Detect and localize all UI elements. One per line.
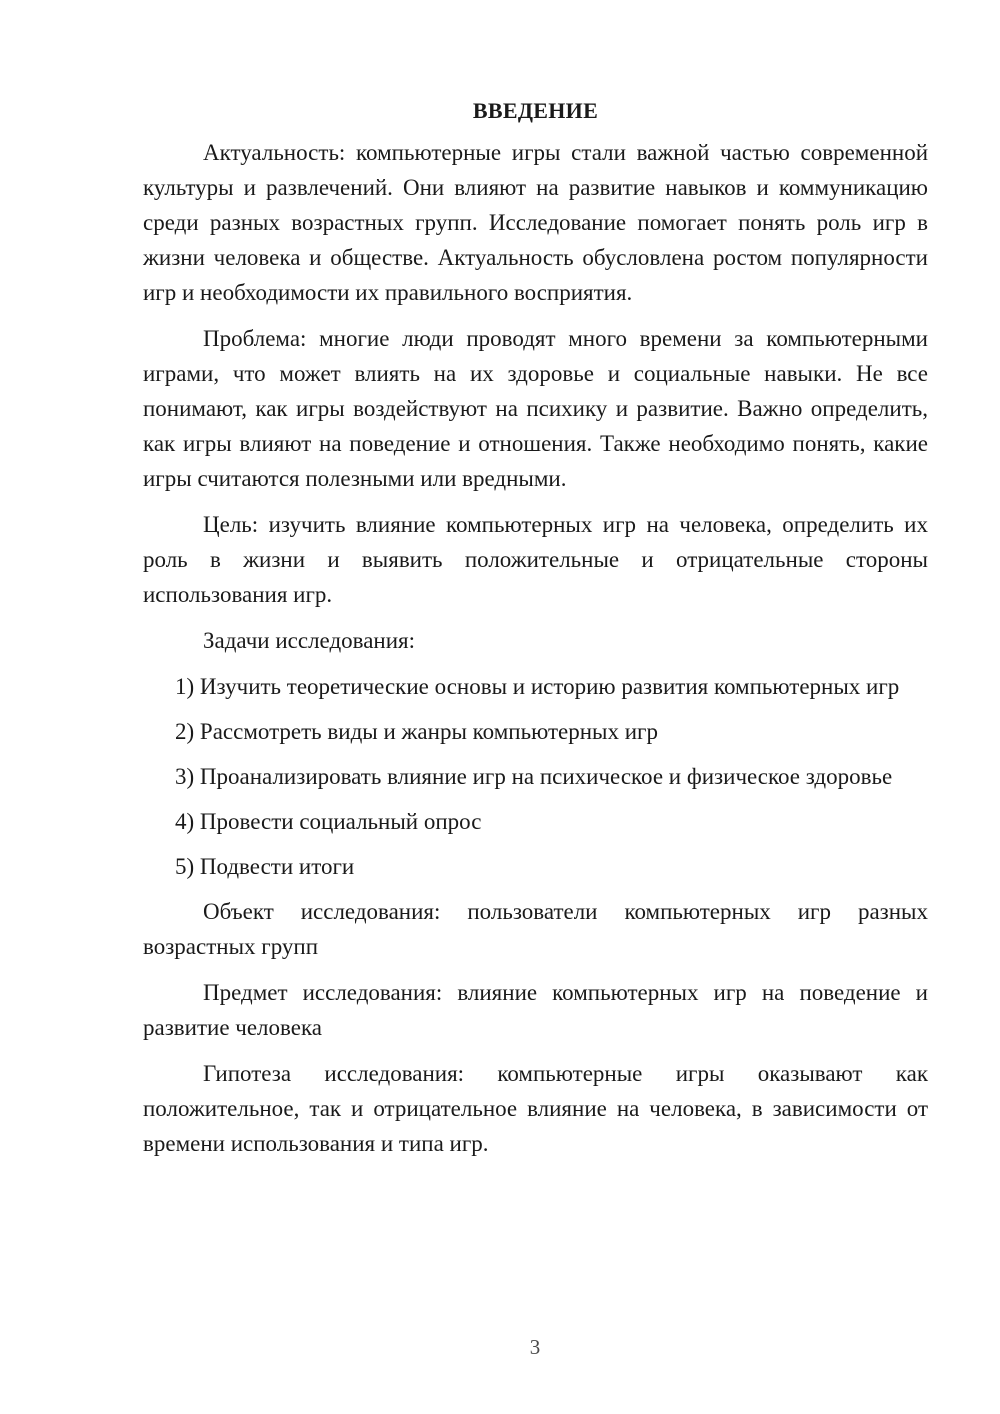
page-content — [143, 93, 928, 1161]
tasks-heading: Задачи исследования: — [203, 628, 416, 653]
paragraph-goal: Цель: изучить влияние компьютерных игр на человека, определить их роль в жизни и выявить положительные и отрицательные стороны использования игр. — [143, 512, 928, 607]
paragraph-subject: Предмет исследования: влияние компьютерных игр на поведение и развитие человека — [143, 980, 928, 1040]
paragraph-problem: Проблема: многие люди проводят много времени за компьютерными играми, что может влиять на их здоровье и социальные навыки. Не все понимают, как игры воздействуют на психику и развитие. Важно определить, как игры влияют на поведение и отношения. Также необходимо понять, какие игры считаются полезными или вредными. — [143, 326, 928, 491]
paragraph-hypothesis: Гипотеза исследования: компьютерные игры оказывают как положительное, так и отрицательное влияние на человека, в зависимости от времени использования и типа игр. — [143, 1061, 928, 1156]
tasks-list — [143, 669, 928, 884]
list-item: 4) Провести социальный опрос — [175, 809, 482, 834]
page-title: ВВЕДЕНИЕ — [472, 98, 599, 123]
paragraph-relevance: Актуальность: компьютерные игры стали важной частью современной культуры и развлечений. Они влияют на развитие навыков и коммуникацию среди разных возрастных групп. Исследование помогает понять роль игр в жизни человека и обществе. Актуальность обусловлена ростом популярности игр и необходимости их правильного восприятия. — [143, 140, 928, 305]
list-item: 2) Рассмотреть виды и жанры компьютерных игр — [175, 719, 658, 744]
paragraph-object: Объект исследования: пользователи компьютерных игр разных возрастных групп — [143, 899, 928, 959]
page-number: 3 — [529, 1335, 541, 1359]
list-item: 3) Проанализировать влияние игр на психическое и физическое здоровье — [175, 764, 893, 789]
list-item: 1) Изучить теоретические основы и историю развития компьютерных игр — [175, 674, 900, 699]
list-item: 5) Подвести итоги — [175, 854, 355, 879]
